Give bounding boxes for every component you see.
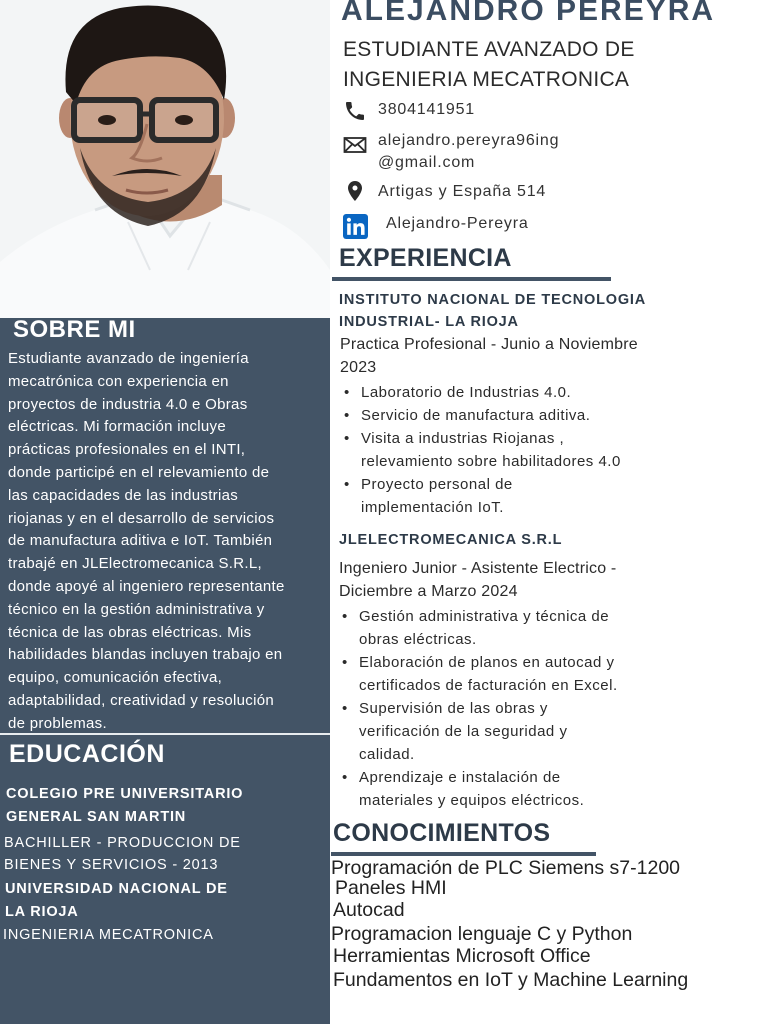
education-heading: EDUCACIÓN [9, 740, 165, 768]
education-degree: BACHILLER - PRODUCCION DE [4, 835, 241, 851]
skill-item: Programacion lenguaje C y Python [331, 922, 633, 945]
envelope-icon [343, 133, 367, 157]
skill-item: Programación de PLC Siemens s7-1200 [331, 857, 681, 879]
profile-photo [0, 0, 330, 318]
about-line: adaptabilidad, creatividad y resolución [8, 691, 275, 709]
education-item [4, 832, 324, 876]
education-item [6, 783, 326, 828]
job-bullet: • Elaboración de planos en autocad y certificados de facturación en Excel. [339, 651, 659, 697]
education-institution: GENERAL SAN MARTIN [6, 808, 187, 825]
about-text [8, 348, 324, 736]
email-line: @gmail.com [378, 154, 476, 171]
skills-list [331, 857, 761, 991]
about-line: equipo, comunicación efectiva, [8, 669, 223, 687]
education-institution: LA RIOJA [5, 903, 79, 920]
linkedin-icon[interactable] [343, 214, 368, 239]
about-line: donde participé en el relevamiento de [8, 463, 270, 481]
skills-rule [331, 852, 596, 856]
about-line: Estudiante avanzado de ingeniería [8, 350, 249, 367]
skill-item: Autocad [333, 899, 405, 921]
skills-heading: CONOCIMIENTOS [333, 819, 551, 847]
job-role-line: Ingeniero Junior - Asistente Electrico - [339, 560, 617, 577]
job-bullet: • Proyecto personal de implementación IoT. [341, 473, 661, 519]
job-role [340, 333, 670, 379]
address-text: Artigas y España 514 [378, 183, 547, 200]
education-item [3, 924, 323, 946]
about-line: técnica de las obras eléctricas. Mis [8, 623, 252, 641]
about-line: de manufactura aditiva e IoT. También [8, 532, 273, 550]
job-bullet-list [339, 605, 659, 812]
email-line: alejandro.pereyra96ing [378, 132, 560, 149]
about-line: las capacidades de las industrias [8, 486, 239, 504]
about-line: eléctricas. Mi formación incluye [8, 418, 227, 436]
job-bullet: • Visita a industrias Riojanas , relevamiento sobre habilitadores 4.0 [341, 427, 661, 473]
phone-icon [343, 99, 367, 123]
job-bullet: • Servicio de manufactura aditiva. [341, 404, 661, 427]
about-line: mecatrónica con experiencia en [8, 372, 229, 390]
about-line: trabajé en JLElectromecanica S.R.L, [8, 555, 262, 573]
about-line: técnico en la gestión administrativa y [8, 600, 265, 618]
skill-item: Herramientas Microsoft Office [333, 945, 591, 967]
about-line: de problemas. [8, 714, 107, 732]
job-bullet: • Gestión administrativa y técnica de obras eléctricas. [339, 605, 659, 651]
job-role [339, 557, 669, 603]
about-line: riojanas y en el desarrollo de servicios [8, 509, 275, 527]
about-heading: SOBRE MI [13, 316, 136, 343]
job-role-line: Practica Profesional - Junio a Noviembre [340, 336, 638, 353]
location-pin-icon [343, 179, 367, 203]
education-institution: COLEGIO PRE UNIVERSITARIO [6, 786, 244, 802]
email-text[interactable] [378, 130, 559, 174]
education-institution: UNIVERSIDAD NACIONAL DE [5, 881, 228, 897]
job-bullet: • Laboratorio de Industrias 4.0. [341, 381, 661, 404]
job-bullet-list [341, 381, 661, 519]
skill-item: Paneles HMI [335, 876, 447, 899]
education-item [5, 878, 325, 923]
job-bullet: • Supervisión de las obras y verificación de la seguridad y calidad. [339, 697, 659, 766]
job-role-line: 2023 [340, 359, 377, 376]
about-line: donde apoyé al ingeniero representante [8, 577, 285, 595]
job-title-line: INSTITUTO NACIONAL DE TECNOLOGIA [339, 292, 647, 308]
linkedin-text[interactable]: Alejandro-Pereyra [386, 215, 529, 232]
about-line: proyectos de industria 4.0 e Obras [8, 395, 248, 413]
education-degree: BIENES Y SERVICIOS - 2013 [4, 857, 219, 873]
education-degree: INGENIERIA MECATRONICA [3, 927, 214, 943]
job-bullet: • Aprendizaje e instalación de materiales y equipos eléctricos. [339, 766, 659, 812]
candidate-name: ALEJANDRO PEREYRA [341, 0, 716, 27]
experience-rule [332, 277, 611, 281]
experience-heading: EXPERIENCIA [339, 244, 512, 272]
job-title [339, 529, 759, 551]
job-title-line: INDUSTRIAL- LA RIOJA [339, 314, 519, 330]
candidate-subtitle: ESTUDIANTE AVANZADO DE INGENIERIA MECATRONICA [343, 38, 635, 91]
job-title [339, 289, 759, 333]
job-title-line: JLELECTROMECANICA S.R.L [339, 532, 563, 548]
skill-item: Fundamentos en IoT y Machine Learning [333, 968, 689, 991]
job-role-line: Diciembre a Marzo 2024 [339, 583, 518, 600]
about-line: prácticas profesionales en el INTI, [8, 441, 246, 459]
about-line: habilidades blandas incluyen trabajo en [8, 646, 283, 664]
phone-text[interactable]: 3804141951 [378, 101, 475, 118]
